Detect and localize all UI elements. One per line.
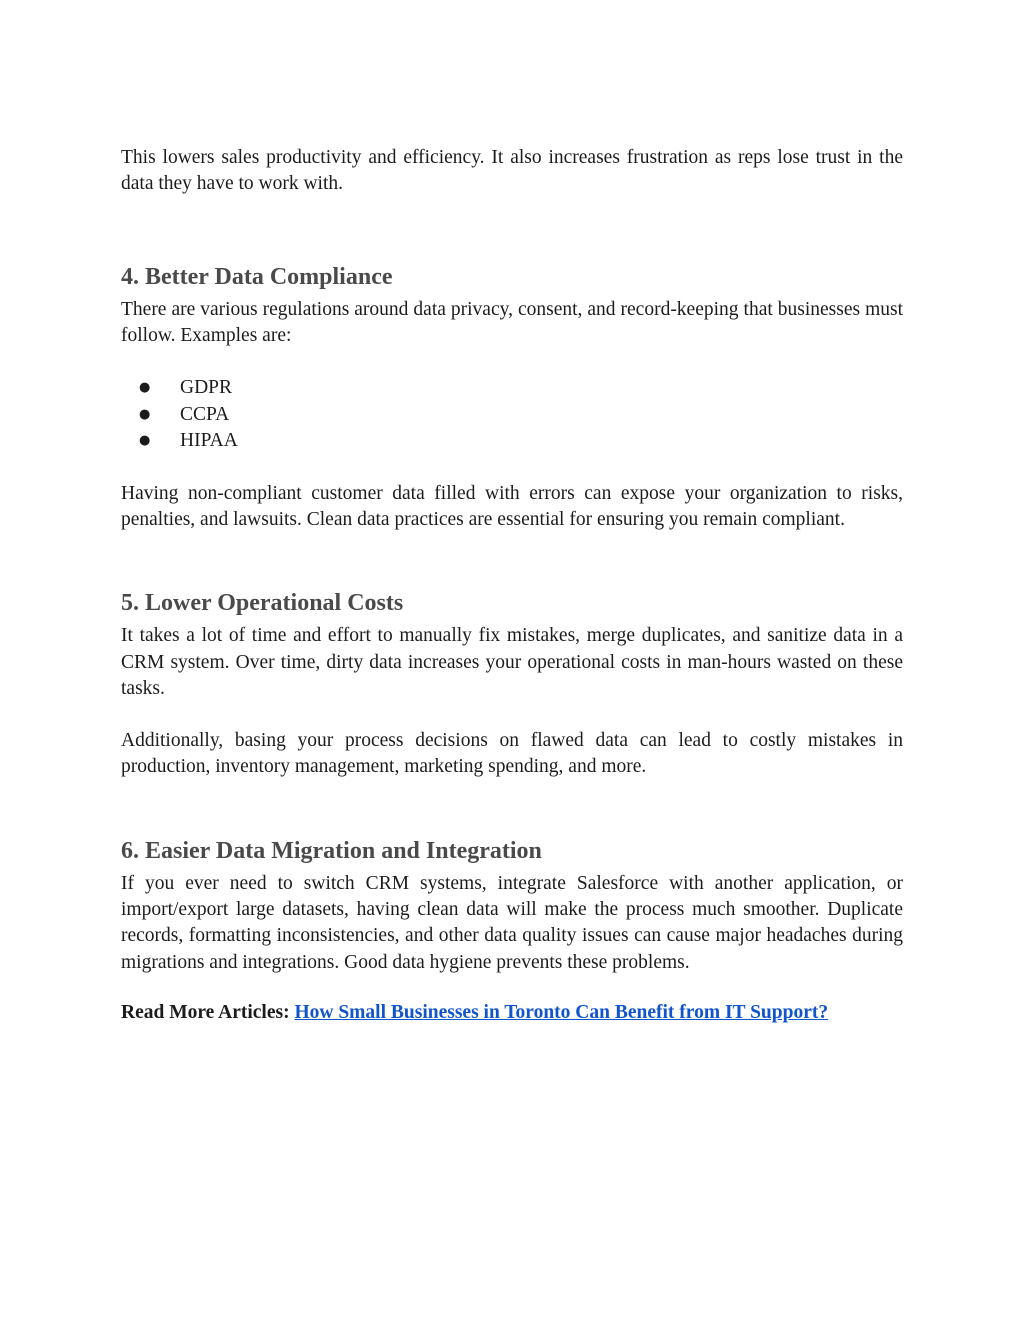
intro-paragraph: This lowers sales productivity and efficiency. It also increases frustration as reps lose trust in the data they have to work with.: [121, 147, 903, 195]
list-item-text: GDPR: [180, 377, 233, 399]
list-item: [121, 375, 903, 402]
section-4-paragraph-1: There are various regulations around data privacy, consent, and record-keeping that businesses must follow. Examples are:: [121, 298, 903, 346]
section-6-heading: 6. Easier Data Migration and Integration: [121, 837, 542, 864]
read-more-label: Read More Articles:: [121, 1001, 290, 1023]
document-page: [121, 145, 903, 1030]
list-item: [121, 402, 903, 429]
section-5-heading: 5. Lower Operational Costs: [121, 590, 404, 617]
read-more: [121, 996, 903, 1030]
section-4-heading: 4. Better Data Compliance: [121, 263, 393, 290]
section-5-paragraph-1: It takes a lot of time and effort to manually fix mistakes, merge duplicates, and sanitize data in a CRM system. Over time, dirty data increases your operational costs in man-hours wasted on these tasks.: [121, 625, 903, 699]
section-4-paragraph-2: Having non-compliant customer data filled with errors can expose your organization to risks, penalties, and lawsuits. Clean data practices are essential for ensuring you remain compliant.: [121, 482, 903, 530]
section-6-paragraph: If you ever need to switch CRM systems, integrate Salesforce with another application, or import/export large datasets, having clean data will make the process much smoother. Duplicate records, formatting inconsistencies, and other data quality issues can cause major headaches during migrations and integrations. Good data hygiene prevents these problems.: [121, 872, 903, 973]
list-item-text: HIPAA: [180, 430, 238, 452]
bullet-icon: ●: [139, 433, 151, 449]
regulations-list: [121, 375, 903, 455]
section-5-paragraph-2: Additionally, basing your process decisions on flawed data can lead to costly mistakes in production, inventory management, marketing spending, and more.: [121, 730, 903, 778]
bullet-icon: ●: [139, 380, 151, 396]
read-more-link[interactable]: How Small Businesses in Toronto Can Benefit from IT Support?: [294, 1001, 829, 1023]
bullet-icon: ●: [139, 406, 151, 422]
list-item-text: CCPA: [180, 403, 230, 425]
list-item: [121, 428, 903, 455]
